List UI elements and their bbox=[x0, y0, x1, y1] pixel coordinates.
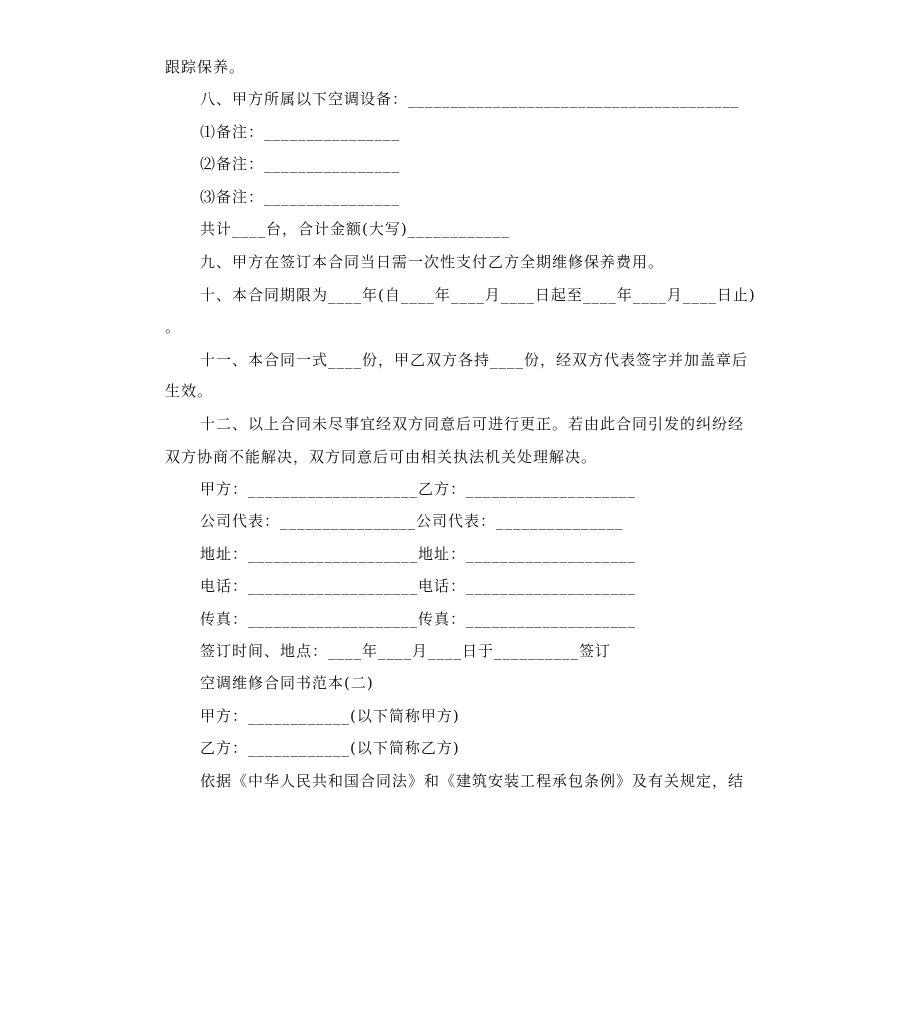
text-line: 签订时间、地点：____年____月____日于__________签订 bbox=[200, 642, 612, 660]
text-line: ⑴备注：________________ bbox=[200, 123, 401, 141]
text-line: 乙方：____________(以下简称乙方) bbox=[200, 739, 460, 757]
text-line: 传真：____________________传真：____________________ bbox=[200, 610, 637, 628]
text-line: 。 bbox=[165, 318, 182, 336]
text-line: 地址：____________________地址：____________________ bbox=[200, 545, 637, 563]
text-line: 甲方：____________(以下简称甲方) bbox=[200, 707, 460, 725]
text-line: ⑶备注：________________ bbox=[200, 188, 401, 206]
text-line: 共计____台，合计金额(大写)____________ bbox=[200, 220, 510, 238]
text-line: 十、本合同期限为____年(自____年____月____日起至____年____月____日止) bbox=[200, 286, 756, 304]
text-line: 十一、本合同一式____份，甲乙双方各持____份，经双方代表签字并加盖章后 bbox=[200, 351, 749, 369]
text-line: 八、甲方所属以下空调设备：_______________________________________ bbox=[200, 90, 740, 108]
text-line: 生效。 bbox=[165, 382, 214, 400]
text-line: 依据《中华人民共和国合同法》和《建筑安装工程承包条例》及有关规定，结 bbox=[200, 772, 745, 790]
text-line: 双方协商不能解决，双方同意后可由相关执法机关处理解决。 bbox=[165, 448, 598, 466]
text-line: 十二、以上合同未尽事宜经双方同意后可进行更正。若由此合同引发的纠纷经 bbox=[200, 415, 745, 433]
text-line: 公司代表：________________公司代表：_______________ bbox=[200, 512, 624, 530]
text-line: ⑵备注：________________ bbox=[200, 155, 401, 173]
text-line: 甲方：____________________乙方：____________________ bbox=[200, 480, 637, 498]
subtitle: 空调维修合同书范本(二) bbox=[200, 674, 374, 692]
text-line: 电话：____________________电话：____________________ bbox=[200, 577, 637, 595]
text-line: 九、甲方在签订本合同当日需一次性支付乙方全期维修保养费用。 bbox=[200, 253, 665, 271]
text-line: 跟踪保养。 bbox=[165, 58, 246, 76]
